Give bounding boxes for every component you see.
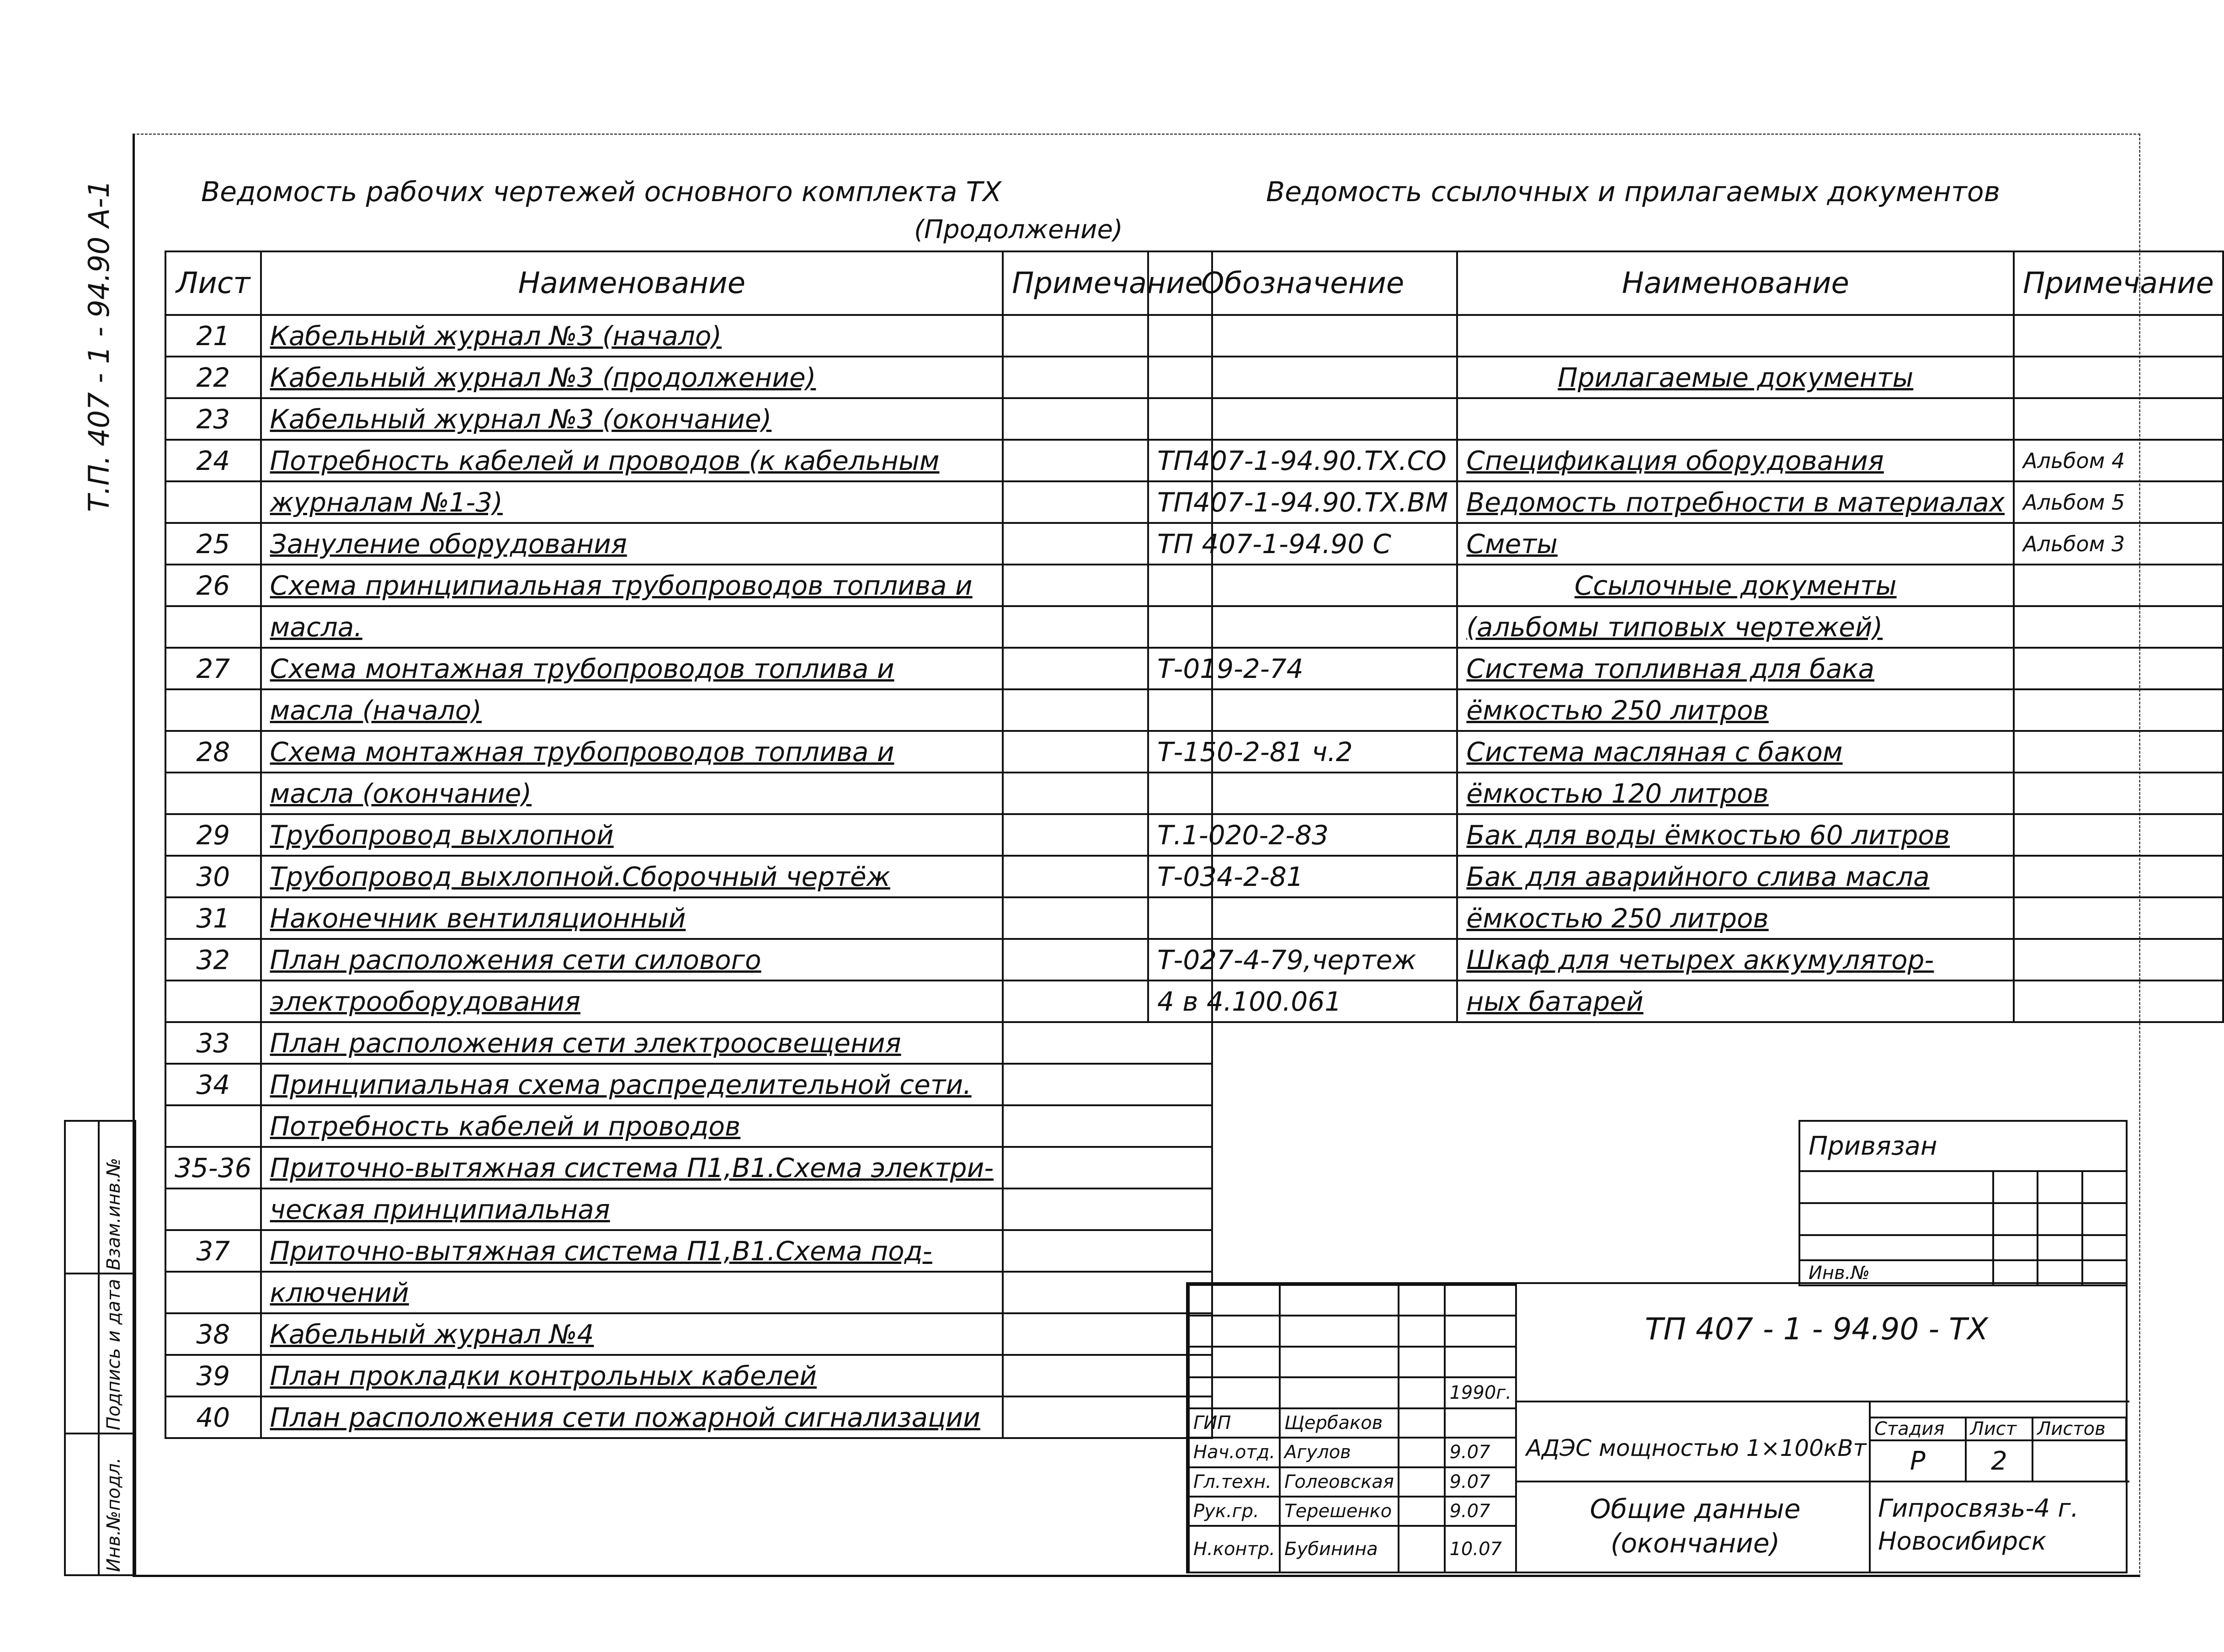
drawings-table-row: [165, 357, 1212, 398]
drawing-name: масла (окончание): [261, 773, 1003, 814]
drawings-table-row: [165, 1147, 1212, 1188]
sheet-number: 23: [165, 398, 261, 440]
header-note: Примечание: [1003, 251, 1212, 315]
sheets-value: [2032, 1440, 2126, 1481]
stamp-code: ТП 407 - 1 - 94.90 - ТХ: [1645, 1311, 1988, 1347]
signer-name: Голеовская: [1280, 1467, 1399, 1497]
right-table-title: Ведомость ссылочных и прилагаемых документов: [1266, 176, 2000, 208]
header-doc-name: Наименование: [1457, 251, 2014, 315]
sheet-number: 21: [165, 315, 261, 357]
sheet-label: Лист: [1966, 1418, 2033, 1440]
document-name: Бак для воды ёмкостью 60 литров: [1457, 814, 2014, 856]
sheet-number: 35-36: [165, 1147, 261, 1188]
drawings-table-row: [165, 481, 1212, 523]
signature-row: [1189, 1467, 1516, 1497]
stamp-org: Гипросвязь-4 г. Новосибирск: [1878, 1494, 2079, 1556]
drawing-name: Трубопровод выхлопной: [261, 814, 1003, 856]
documents-table-row: [1148, 523, 2223, 565]
documents-table: [1147, 250, 2224, 1023]
document-designation: [1148, 689, 1457, 731]
side-stamp-label-replace: Взам.инв.№: [103, 1157, 124, 1270]
drawing-name: Схема монтажная трубопроводов топлива и: [261, 648, 1003, 689]
sheet-number: [165, 1272, 261, 1313]
documents-table-row: [1148, 689, 2223, 731]
side-stamp: [64, 1120, 136, 1576]
document-designation: [1148, 357, 1457, 398]
signer-role: ГИП: [1189, 1408, 1280, 1438]
document-designation: [1148, 897, 1457, 939]
document-name: Система топливная для бака: [1457, 648, 2014, 689]
sheets-label: Листов: [2032, 1418, 2126, 1440]
document-note: [2014, 856, 2223, 897]
documents-table-header: [1148, 251, 2223, 315]
document-name: ных батарей: [1457, 981, 2014, 1022]
document-designation: [1148, 315, 1457, 357]
sheet-value: 2: [1966, 1440, 2033, 1481]
stage-label: Стадия: [1870, 1418, 1966, 1440]
drawing-note: [1003, 1022, 1212, 1064]
document-designation: Т-019-2-74: [1148, 648, 1457, 689]
drawings-table-row: [165, 1396, 1212, 1438]
document-designation: ТП407-1-94.90.ТХ.СО: [1148, 440, 1457, 481]
signer-name: Терешенко: [1280, 1497, 1399, 1526]
documents-table-row: [1148, 897, 2223, 939]
documents-table-row: [1148, 481, 2223, 523]
drawing-name: Кабельный журнал №3 (продолжение): [261, 357, 1003, 398]
sheet-number: 33: [165, 1022, 261, 1064]
drawing-name: Принципиальная схема распределительной сети.: [261, 1064, 1003, 1105]
drawings-table-row: [165, 648, 1212, 689]
drawings-table-header: [165, 251, 1212, 315]
document-designation: [1148, 606, 1457, 648]
documents-table-row: [1148, 731, 2223, 773]
left-table-subtitle: (Продолжение): [914, 215, 1123, 245]
drawing-name: масла (начало): [261, 689, 1003, 731]
signer-role: Нач.отд.: [1189, 1438, 1280, 1467]
drawing-name: Приточно-вытяжная система П1,В1.Схема под-: [261, 1230, 1003, 1272]
drawing-name: План расположения сети электроосвещения: [261, 1022, 1003, 1064]
sheet-number: 27: [165, 648, 261, 689]
drawings-table-row: [165, 939, 1212, 981]
document-note: Альбом 3: [2014, 523, 2223, 565]
header-sheet: Лист: [165, 251, 261, 315]
document-note: [2014, 981, 2223, 1022]
drawing-name: Схема монтажная трубопроводов топлива и: [261, 731, 1003, 773]
document-name: Сметы: [1457, 523, 2014, 565]
drawings-table: [165, 250, 1213, 1439]
signature: [1399, 1467, 1445, 1497]
documents-table-row: [1148, 606, 2223, 648]
document-note: [2014, 648, 2223, 689]
document-name: Шкаф для четырех аккумулятор-: [1457, 939, 2014, 981]
side-stamp-label-inv: Инв.№подл.: [103, 1457, 124, 1572]
drawing-name: электрооборудования: [261, 981, 1003, 1022]
document-note: [2014, 939, 2223, 981]
document-note: [2014, 773, 2223, 814]
signer-name: Бубинина: [1280, 1526, 1399, 1572]
drawing-note: [1003, 1396, 1212, 1438]
drawings-table-row: [165, 897, 1212, 939]
documents-table-row: [1148, 981, 2223, 1022]
drawing-name: Кабельный журнал №3 (начало): [261, 315, 1003, 357]
document-note: [2014, 606, 2223, 648]
drawing-name: ческая принципиальная: [261, 1188, 1003, 1230]
sheet-number: 28: [165, 731, 261, 773]
documents-table-row: [1148, 440, 2223, 481]
document-name: Спецификация оборудования: [1457, 440, 2014, 481]
drawing-note: [1003, 1230, 1212, 1272]
document-note: Альбом 5: [2014, 481, 2223, 523]
sign-date: 9.07: [1445, 1438, 1516, 1467]
documents-table-row: [1148, 398, 2223, 440]
signer-role: Рук.гр.: [1189, 1497, 1280, 1526]
drawings-table-row: [165, 1105, 1212, 1147]
side-code: Т.П. 407 - 1 - 94.90 А-1: [82, 180, 116, 512]
stamp-year: 1990г.: [1445, 1377, 1516, 1408]
title-block: [1186, 1282, 2128, 1573]
sheet-number: [165, 773, 261, 814]
privyazan-label: Привязан: [1799, 1121, 2127, 1171]
signature: [1399, 1408, 1445, 1438]
drawing-note: [1003, 1188, 1212, 1230]
sheet-number: 37: [165, 1230, 261, 1272]
sheet-number: 39: [165, 1355, 261, 1396]
drawing-name: Схема принципиальная трубопроводов топлива и: [261, 565, 1003, 606]
sheet-number: [165, 1105, 261, 1147]
document-note: [2014, 357, 2223, 398]
drawings-table-row: [165, 981, 1212, 1022]
sheet-number: [165, 606, 261, 648]
sheet-number: 29: [165, 814, 261, 856]
privyazan-block: [1798, 1120, 2128, 1286]
left-table-title: Ведомость рабочих чертежей основного комплекта ТХ: [201, 176, 1002, 208]
documents-table-row: [1148, 939, 2223, 981]
document-designation: ТП 407-1-94.90 С: [1148, 523, 1457, 565]
document-name: (альбомы типовых чертежей): [1457, 606, 2014, 648]
drawing-name: План расположения сети силового: [261, 939, 1003, 981]
drawing-name: Кабельный журнал №4: [261, 1313, 1003, 1355]
drawings-table-row: [165, 1272, 1212, 1313]
document-note: [2014, 814, 2223, 856]
header-name: Наименование: [261, 251, 1003, 315]
document-designation: ТП407-1-94.90.ТХ.ВМ: [1148, 481, 1457, 523]
documents-table-row: [1148, 357, 2223, 398]
document-name: ёмкостью 120 литров: [1457, 773, 2014, 814]
signature-row: [1189, 1497, 1516, 1526]
stamp-sheet-title: Общие данные (окончание): [1590, 1493, 1801, 1559]
sheet-number: 25: [165, 523, 261, 565]
drawings-table-row: [165, 606, 1212, 648]
document-note: [2014, 731, 2223, 773]
signer-role: Гл.техн.: [1189, 1467, 1280, 1497]
drawing-name: журналам №1-3): [261, 481, 1003, 523]
drawings-table-row: [165, 1313, 1212, 1355]
document-name: ёмкостью 250 литров: [1457, 689, 2014, 731]
drawing-note: [1003, 1147, 1212, 1188]
document-designation: Т-027-4-79,чертеж: [1148, 939, 1457, 981]
header-doc-note: Примечание: [2014, 251, 2223, 315]
drawing-note: [1003, 1105, 1212, 1147]
signer-role: Н.контр.: [1189, 1526, 1280, 1572]
sheet-number: 24: [165, 440, 261, 481]
inv-label: Инв.№: [1799, 1260, 1993, 1285]
drawing-name: Приточно-вытяжная система П1,В1.Схема электри-: [261, 1147, 1003, 1188]
documents-table-row: [1148, 814, 2223, 856]
drawings-table-row: [165, 523, 1212, 565]
drawings-table-row: [165, 315, 1212, 357]
documents-table-row: [1148, 648, 2223, 689]
document-designation: Т-034-2-81: [1148, 856, 1457, 897]
drawings-table-row: [165, 689, 1212, 731]
sheet-number: 40: [165, 1396, 261, 1438]
drawing-name: Наконечник вентиляционный: [261, 897, 1003, 939]
drawings-table-row: [165, 398, 1212, 440]
drawings-table-row: [165, 731, 1212, 773]
drawings-table-row: [165, 565, 1212, 606]
drawings-table-row: [165, 440, 1212, 481]
drawings-table-row: [165, 1188, 1212, 1230]
documents-table-row: [1148, 856, 2223, 897]
sheet-number: [165, 481, 261, 523]
drawing-name: План расположения сети пожарной сигнализации: [261, 1396, 1003, 1438]
drawing-name: Трубопровод выхлопной.Сборочный чертёж: [261, 856, 1003, 897]
document-note: [2014, 565, 2223, 606]
document-designation: Т-150-2-81 ч.2: [1148, 731, 1457, 773]
drawing-name: Потребность кабелей и проводов (к кабельным: [261, 440, 1003, 481]
drawing-name: Зануление оборудования: [261, 523, 1003, 565]
document-designation: 4 в 4.100.061: [1148, 981, 1457, 1022]
side-stamp-label-sign: Подпись и дата: [103, 1279, 124, 1430]
document-name: Система масляная с баком: [1457, 731, 2014, 773]
drawing-name: Кабельный журнал №3 (окончание): [261, 398, 1003, 440]
signature: [1399, 1438, 1445, 1467]
document-name: [1457, 315, 2014, 357]
sign-date: 9.07: [1445, 1497, 1516, 1526]
drawing-name: масла.: [261, 606, 1003, 648]
document-name: Ссылочные документы: [1457, 565, 2014, 606]
document-note: [2014, 398, 2223, 440]
document-name: ёмкостью 250 литров: [1457, 897, 2014, 939]
document-name: Ведомость потребности в материалах: [1457, 481, 2014, 523]
sheet-number: [165, 689, 261, 731]
document-note: [2014, 689, 2223, 731]
document-note: Альбом 4: [2014, 440, 2223, 481]
document-designation: [1148, 565, 1457, 606]
signature: [1399, 1526, 1445, 1572]
stage-grid: [1869, 1417, 2127, 1482]
sheet-number: 31: [165, 897, 261, 939]
signatures-grid: [1188, 1284, 1517, 1573]
drawing-note: [1003, 1272, 1212, 1313]
drawing-note: [1003, 1064, 1212, 1105]
header-designation: Обозначение: [1148, 251, 1457, 315]
sign-date: [1445, 1408, 1516, 1438]
document-designation: Т.1-020-2-83: [1148, 814, 1457, 856]
sheet-number: 34: [165, 1064, 261, 1105]
document-note: [2014, 897, 2223, 939]
stage-value: Р: [1870, 1440, 1966, 1481]
sheet-number: [165, 1188, 261, 1230]
signature-row: [1189, 1438, 1516, 1467]
drawings-table-row: [165, 1022, 1212, 1064]
document-name: Прилагаемые документы: [1457, 357, 2014, 398]
drawing-name: Потребность кабелей и проводов: [261, 1105, 1003, 1147]
sign-date: 10.07: [1445, 1526, 1516, 1572]
documents-table-row: [1148, 565, 2223, 606]
drawings-table-row: [165, 856, 1212, 897]
document-note: [2014, 315, 2223, 357]
signer-name: Агулов: [1280, 1438, 1399, 1467]
document-designation: [1148, 773, 1457, 814]
sheet-number: 38: [165, 1313, 261, 1355]
signature-row: [1189, 1526, 1516, 1572]
document-name: [1457, 398, 2014, 440]
sign-date: 9.07: [1445, 1467, 1516, 1497]
drawings-table-row: [165, 1230, 1212, 1272]
sheet-number: [165, 981, 261, 1022]
drawings-table-row: [165, 1355, 1212, 1396]
drawings-table-row: [165, 1064, 1212, 1105]
signer-name: Щербаков: [1280, 1408, 1399, 1438]
sheet-number: 30: [165, 856, 261, 897]
drawing-note: [1003, 1355, 1212, 1396]
sheet-number: 32: [165, 939, 261, 981]
sheet-number: 26: [165, 565, 261, 606]
drawings-table-row: [165, 773, 1212, 814]
signature: [1399, 1497, 1445, 1526]
stamp-object: АДЭС мощностью 1×100кВт: [1526, 1435, 1867, 1461]
drawings-table-row: [165, 814, 1212, 856]
drawing-name: План прокладки контрольных кабелей: [261, 1355, 1003, 1396]
drawing-note: [1003, 1313, 1212, 1355]
drawing-name: ключений: [261, 1272, 1003, 1313]
document-designation: [1148, 398, 1457, 440]
signature-row: [1189, 1408, 1516, 1438]
sheet-number: 22: [165, 357, 261, 398]
document-name: Бак для аварийного слива масла: [1457, 856, 2014, 897]
documents-table-row: [1148, 773, 2223, 814]
documents-table-row: [1148, 315, 2223, 357]
